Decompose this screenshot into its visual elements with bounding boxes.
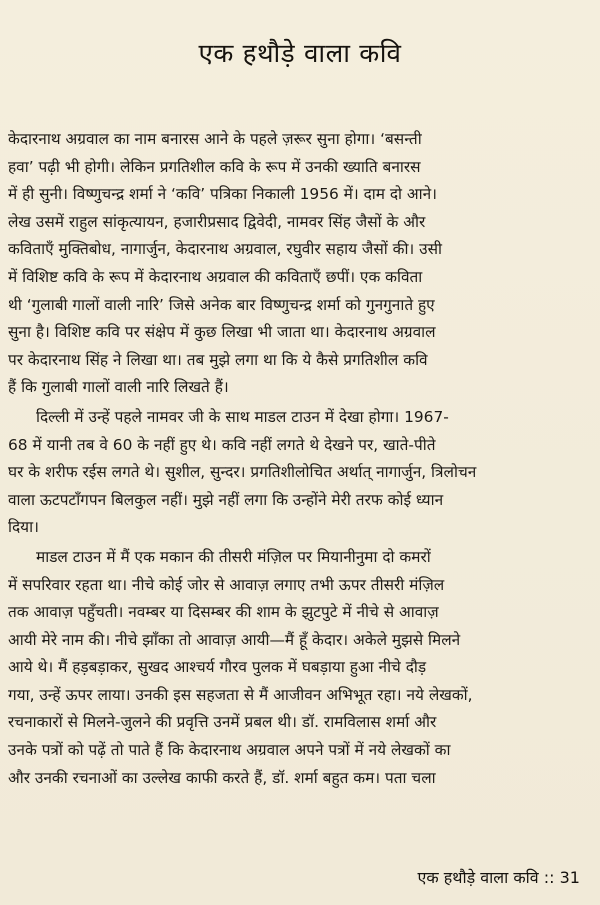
text-line: माडल टाउन में मैं एक मकान की तीसरी मंज़िल पर मियानीनुमा दो कमरों	[36, 547, 431, 566]
text-line: पर केदारनाथ सिंह ने लिखा था। तब मुझे लगा था कि ये कैसे प्रगतिशील कवि	[8, 350, 428, 369]
chapter-title: एक हथौड़े वाला कवि	[198, 39, 402, 69]
text-line: थी ‘गुलाबी गालों वाली नारि’ जिसे अनेक बार विष्णुचन्द्र शर्मा को गुनगुनाते हुए	[8, 295, 435, 314]
text-line: सुना है। विशिष्ट कवि पर संक्षेप में कुछ लिखा भी जाता था। केदारनाथ अग्रवाल	[8, 323, 436, 342]
text-line: वाला ऊटपटाँगपन बिलकुल नहीं। मुझे नहीं लगा कि उन्होंने मेरी तरफ कोई ध्यान	[8, 490, 444, 509]
text-line: केदारनाथ अग्रवाल का नाम बनारस आने के पहले ज़रूर सुना होगा। ‘बसन्ती	[8, 130, 422, 148]
text-line: घर के शरीफ रईस लगते थे। सुशील, सुन्दर। प्रगतिशीलोचित अर्थात् नागार्जुन, त्रिलोचन	[8, 463, 477, 482]
text-line: लेख उसमें राहुल सांकृत्यायन, हजारीप्रसाद द्विवेदी, नामवर सिंह जैसों के और	[8, 212, 426, 231]
text-line: और उनकी रचनाओं का उल्लेख काफी करते हैं, डॉ. शर्मा बहुत कम। पता चला	[8, 768, 436, 787]
text-line: रचनाकारों से मिलने-जुलने की प्रवृत्ति उनमें प्रबल थी। डॉ. रामविलास शर्मा और	[8, 713, 437, 732]
text-line: तक आवाज़ पहुँचती। नवम्बर या दिसम्बर की शाम के झुटपुटे में नीचे से आवाज़	[8, 603, 439, 622]
text-line: गया, उन्हें ऊपर लाया। उनकी इस सहजता से मैं आजीवन अभिभूत रहा। नये लेखकों,	[8, 685, 473, 704]
text-line: 68 में यानी तब वे 60 के नहीं हुए थे। कवि नहीं लगते थे देखने पर, खाते-पीते	[8, 435, 436, 454]
paragraph-2	[8, 404, 596, 542]
text-line: हैं कि गुलाबी गालों वाली नारि लिखते हैं।	[8, 378, 229, 397]
text-line: आये थे। मैं हड़बड़ाकर, सुखद आश्चर्य गौरव पुलक में घबड़ाया हुआ नीचे दौड़	[8, 658, 427, 677]
paragraph-3	[8, 544, 596, 792]
text-line: आयी मेरे नाम की। नीचे झाँका तो आवाज़ आयी—मैं हूँ केदार। अकेले मुझसे मिलने	[8, 630, 461, 649]
text-line: में ही सुनी। विष्णुचन्द्र शर्मा ने ‘कवि’ पत्रिका निकाली 1956 में। दाम दो आने।	[8, 185, 438, 204]
text-line: दिल्ली में उन्हें पहले नामवर जी के साथ माडल टाउन में देखा होगा। 1967-	[36, 407, 449, 426]
text-line: कविताएँ मुक्तिबोध, नागार्जुन, केदारनाथ अग्रवाल, रघुवीर सहाय जैसों की। उसी	[8, 240, 442, 259]
text-line: में सपरिवार रहता था। नीचे कोई जोर से आवाज़ लगाए तभी ऊपर तीसरी मंज़िल	[8, 575, 445, 594]
text-line: उनके पत्रों को पढ़ें तो पाते हैं कि केदारनाथ अग्रवाल अपने पत्रों में नये लेखकों का	[8, 741, 451, 760]
paragraph-1	[8, 126, 596, 402]
text-line: में विशिष्ट कवि के रूप में केदारनाथ अग्रवाल की कविताएँ छपीं। एक कविता	[8, 267, 423, 286]
running-footer: एक हथौड़े वाला कवि :: 31	[417, 868, 580, 887]
text-line: दिया।	[8, 518, 39, 537]
body-text	[8, 126, 596, 792]
text-line: हवा’ पढ़ी भी होगी। लेकिन प्रगतिशील कवि के रूप में उनकी ख्याति बनारस	[8, 157, 421, 176]
